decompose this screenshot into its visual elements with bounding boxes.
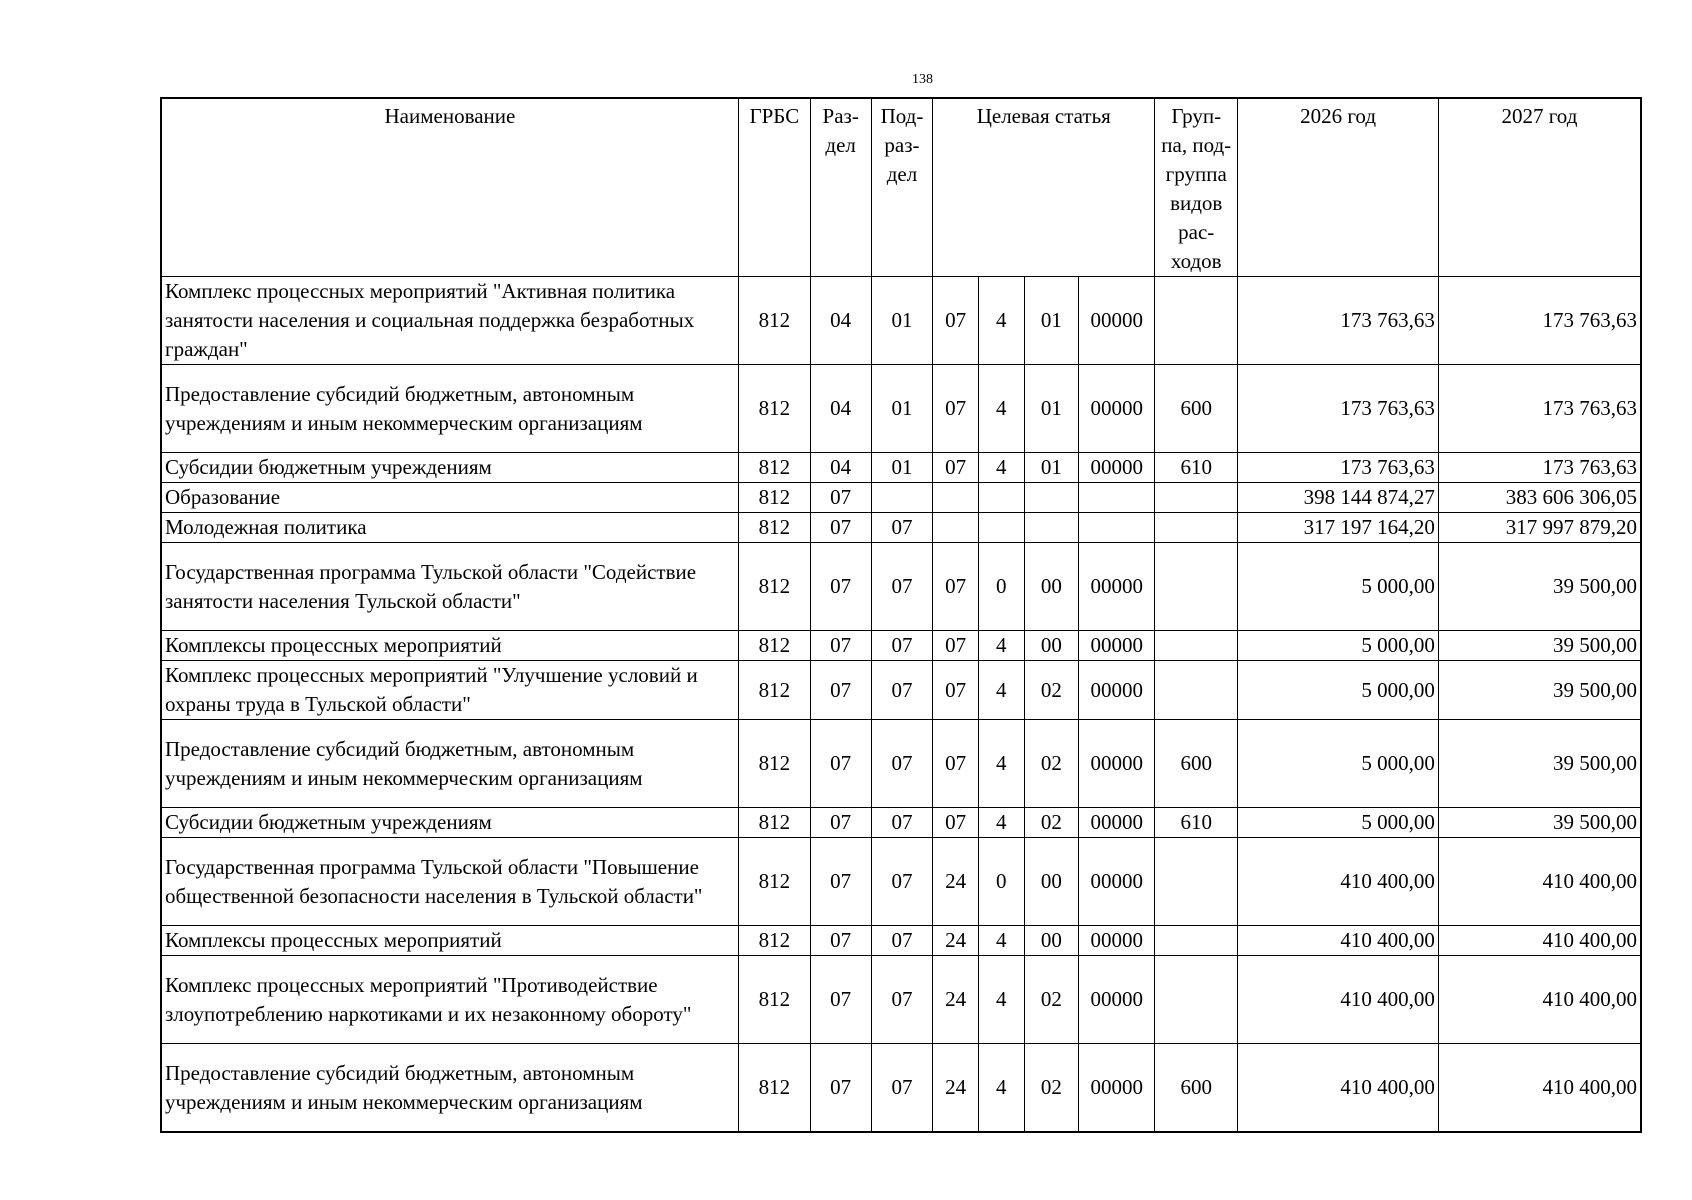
table-row bbox=[161, 838, 1641, 926]
row-target-program: 07 bbox=[933, 365, 979, 453]
row-amount-2026: 317 197 164,20 bbox=[1238, 513, 1439, 543]
table-row bbox=[161, 483, 1641, 513]
row-target-type: 4 bbox=[978, 365, 1024, 453]
row-target-complex: 02 bbox=[1024, 661, 1079, 720]
row-expense-group: 610 bbox=[1155, 453, 1238, 483]
row-target-complex: 00 bbox=[1024, 926, 1079, 956]
row-amount-2027: 39 500,00 bbox=[1438, 720, 1641, 808]
row-target-direction: 00000 bbox=[1079, 277, 1155, 365]
header-year-2027: 2027 год bbox=[1438, 98, 1641, 277]
row-target-type: 4 bbox=[978, 720, 1024, 808]
row-target-direction: 00000 bbox=[1079, 808, 1155, 838]
row-subsection: 07 bbox=[871, 720, 933, 808]
row-section: 04 bbox=[810, 453, 871, 483]
row-amount-2026: 5 000,00 bbox=[1238, 720, 1439, 808]
row-target-direction: 00000 bbox=[1079, 956, 1155, 1044]
row-grbs: 812 bbox=[738, 365, 810, 453]
table-row bbox=[161, 1044, 1641, 1133]
row-expense-group: 600 bbox=[1155, 365, 1238, 453]
row-grbs: 812 bbox=[738, 808, 810, 838]
row-amount-2026: 5 000,00 bbox=[1238, 661, 1439, 720]
table-row bbox=[161, 720, 1641, 808]
row-section: 07 bbox=[810, 631, 871, 661]
row-amount-2026: 5 000,00 bbox=[1238, 631, 1439, 661]
row-name: Предоставление субсидий бюджетным, автономным учреждениям и иным некоммерческим организациям bbox=[161, 1044, 738, 1133]
row-target-program: 24 bbox=[933, 1044, 979, 1133]
row-subsection: 07 bbox=[871, 956, 933, 1044]
row-amount-2027: 410 400,00 bbox=[1438, 838, 1641, 926]
row-name: Комплексы процессных мероприятий bbox=[161, 926, 738, 956]
row-grbs: 812 bbox=[738, 453, 810, 483]
row-target-type: 4 bbox=[978, 277, 1024, 365]
row-amount-2026: 173 763,63 bbox=[1238, 365, 1439, 453]
row-subsection: 07 bbox=[871, 926, 933, 956]
row-subsection: 07 bbox=[871, 661, 933, 720]
row-target-complex bbox=[1024, 483, 1079, 513]
row-grbs: 812 bbox=[738, 720, 810, 808]
row-target-direction: 00000 bbox=[1079, 1044, 1155, 1133]
row-amount-2026: 5 000,00 bbox=[1238, 808, 1439, 838]
row-target-complex: 01 bbox=[1024, 277, 1079, 365]
row-subsection: 01 bbox=[871, 453, 933, 483]
row-target-complex: 01 bbox=[1024, 453, 1079, 483]
row-target-type: 4 bbox=[978, 631, 1024, 661]
header-subsection: Под- раз- дел bbox=[871, 98, 933, 277]
row-target-direction bbox=[1079, 483, 1155, 513]
table-row bbox=[161, 926, 1641, 956]
row-target-complex bbox=[1024, 513, 1079, 543]
row-target-type: 4 bbox=[978, 1044, 1024, 1133]
row-expense-group bbox=[1155, 838, 1238, 926]
row-target-program: 07 bbox=[933, 720, 979, 808]
row-subsection: 07 bbox=[871, 543, 933, 631]
row-target-program: 07 bbox=[933, 661, 979, 720]
row-target-type: 0 bbox=[978, 838, 1024, 926]
budget-table bbox=[160, 97, 1642, 1133]
row-target-complex: 00 bbox=[1024, 631, 1079, 661]
row-name: Предоставление субсидий бюджетным, автономным учреждениям и иным некоммерческим организациям bbox=[161, 720, 738, 808]
row-grbs: 812 bbox=[738, 838, 810, 926]
row-amount-2027: 39 500,00 bbox=[1438, 631, 1641, 661]
row-target-type: 0 bbox=[978, 543, 1024, 631]
row-amount-2026: 398 144 874,27 bbox=[1238, 483, 1439, 513]
row-subsection: 07 bbox=[871, 1044, 933, 1133]
row-amount-2027: 39 500,00 bbox=[1438, 543, 1641, 631]
row-expense-group bbox=[1155, 277, 1238, 365]
row-target-program: 07 bbox=[933, 808, 979, 838]
row-amount-2027: 317 997 879,20 bbox=[1438, 513, 1641, 543]
row-grbs: 812 bbox=[738, 277, 810, 365]
table-row bbox=[161, 513, 1641, 543]
row-name: Комплекс процессных мероприятий "Улучшение условий и охраны труда в Тульской области" bbox=[161, 661, 738, 720]
table-row bbox=[161, 543, 1641, 631]
row-subsection: 01 bbox=[871, 277, 933, 365]
row-target-program: 24 bbox=[933, 838, 979, 926]
row-target-direction: 00000 bbox=[1079, 838, 1155, 926]
row-amount-2026: 410 400,00 bbox=[1238, 1044, 1439, 1133]
row-section: 07 bbox=[810, 838, 871, 926]
header-section: Раз- дел bbox=[810, 98, 871, 277]
row-subsection: 07 bbox=[871, 631, 933, 661]
row-target-type bbox=[978, 483, 1024, 513]
row-target-direction: 00000 bbox=[1079, 926, 1155, 956]
header-expense-group: Груп- па, под- группа видов рас- ходов bbox=[1155, 98, 1238, 277]
row-name: Государственная программа Тульской области "Содействие занятости населения Тульской области" bbox=[161, 543, 738, 631]
header-name: Наименование bbox=[161, 98, 738, 277]
row-grbs: 812 bbox=[738, 926, 810, 956]
row-amount-2026: 5 000,00 bbox=[1238, 543, 1439, 631]
row-target-direction: 00000 bbox=[1079, 631, 1155, 661]
row-grbs: 812 bbox=[738, 631, 810, 661]
row-target-complex: 01 bbox=[1024, 365, 1079, 453]
row-amount-2026: 173 763,63 bbox=[1238, 453, 1439, 483]
row-target-complex: 02 bbox=[1024, 956, 1079, 1044]
row-section: 07 bbox=[810, 661, 871, 720]
row-amount-2027: 383 606 306,05 bbox=[1438, 483, 1641, 513]
row-grbs: 812 bbox=[738, 1044, 810, 1133]
row-target-program bbox=[933, 483, 979, 513]
row-subsection: 07 bbox=[871, 838, 933, 926]
row-section: 04 bbox=[810, 365, 871, 453]
row-subsection bbox=[871, 483, 933, 513]
header-grbs: ГРБС bbox=[738, 98, 810, 277]
row-target-program: 07 bbox=[933, 631, 979, 661]
row-name: Государственная программа Тульской области "Повышение общественной безопасности населения в Тульской области" bbox=[161, 838, 738, 926]
row-amount-2026: 173 763,63 bbox=[1238, 277, 1439, 365]
row-target-program: 07 bbox=[933, 543, 979, 631]
row-name: Образование bbox=[161, 483, 738, 513]
row-expense-group: 600 bbox=[1155, 1044, 1238, 1133]
row-amount-2026: 410 400,00 bbox=[1238, 838, 1439, 926]
row-target-complex: 02 bbox=[1024, 720, 1079, 808]
row-expense-group bbox=[1155, 513, 1238, 543]
row-subsection: 01 bbox=[871, 365, 933, 453]
row-name: Предоставление субсидий бюджетным, автономным учреждениям и иным некоммерческим организациям bbox=[161, 365, 738, 453]
row-target-type: 4 bbox=[978, 926, 1024, 956]
row-amount-2027: 173 763,63 bbox=[1438, 365, 1641, 453]
row-target-type: 4 bbox=[978, 956, 1024, 1044]
row-amount-2027: 173 763,63 bbox=[1438, 277, 1641, 365]
row-amount-2026: 410 400,00 bbox=[1238, 956, 1439, 1044]
page-number: 138 bbox=[912, 72, 933, 87]
row-section: 07 bbox=[810, 543, 871, 631]
row-target-type: 4 bbox=[978, 808, 1024, 838]
row-expense-group bbox=[1155, 661, 1238, 720]
row-grbs: 812 bbox=[738, 661, 810, 720]
row-name: Субсидии бюджетным учреждениям bbox=[161, 808, 738, 838]
row-name: Комплекс процессных мероприятий "Активная политика занятости населения и социальная поддержка безработных граждан" bbox=[161, 277, 738, 365]
row-section: 07 bbox=[810, 926, 871, 956]
row-target-direction: 00000 bbox=[1079, 661, 1155, 720]
row-target-direction bbox=[1079, 513, 1155, 543]
header-row bbox=[161, 98, 1641, 277]
row-target-program: 24 bbox=[933, 956, 979, 1044]
row-grbs: 812 bbox=[738, 956, 810, 1044]
row-amount-2027: 410 400,00 bbox=[1438, 1044, 1641, 1133]
row-grbs: 812 bbox=[738, 513, 810, 543]
row-amount-2027: 410 400,00 bbox=[1438, 926, 1641, 956]
row-section: 07 bbox=[810, 1044, 871, 1133]
row-target-complex: 02 bbox=[1024, 808, 1079, 838]
row-section: 04 bbox=[810, 277, 871, 365]
table-row bbox=[161, 956, 1641, 1044]
row-target-program: 07 bbox=[933, 453, 979, 483]
row-target-type: 4 bbox=[978, 661, 1024, 720]
row-target-type bbox=[978, 513, 1024, 543]
row-amount-2027: 39 500,00 bbox=[1438, 661, 1641, 720]
row-expense-group bbox=[1155, 631, 1238, 661]
row-expense-group bbox=[1155, 543, 1238, 631]
row-grbs: 812 bbox=[738, 483, 810, 513]
row-amount-2027: 173 763,63 bbox=[1438, 453, 1641, 483]
row-name: Молодежная политика bbox=[161, 513, 738, 543]
row-target-direction: 00000 bbox=[1079, 543, 1155, 631]
row-expense-group bbox=[1155, 956, 1238, 1044]
row-target-program: 24 bbox=[933, 926, 979, 956]
row-expense-group: 600 bbox=[1155, 720, 1238, 808]
row-section: 07 bbox=[810, 513, 871, 543]
row-name: Комплекс процессных мероприятий "Противодействие злоупотреблению наркотиками и их незаконному обороту" bbox=[161, 956, 738, 1044]
table-row bbox=[161, 808, 1641, 838]
row-target-complex: 00 bbox=[1024, 838, 1079, 926]
row-target-complex: 00 bbox=[1024, 543, 1079, 631]
row-section: 07 bbox=[810, 956, 871, 1044]
row-target-program bbox=[933, 513, 979, 543]
row-amount-2027: 410 400,00 bbox=[1438, 956, 1641, 1044]
table-row bbox=[161, 631, 1641, 661]
table-row bbox=[161, 365, 1641, 453]
row-expense-group bbox=[1155, 926, 1238, 956]
row-target-complex: 02 bbox=[1024, 1044, 1079, 1133]
table-row bbox=[161, 277, 1641, 365]
row-section: 07 bbox=[810, 808, 871, 838]
header-target-article: Целевая статья bbox=[933, 98, 1155, 277]
row-expense-group: 610 bbox=[1155, 808, 1238, 838]
row-subsection: 07 bbox=[871, 808, 933, 838]
row-target-direction: 00000 bbox=[1079, 453, 1155, 483]
row-subsection: 07 bbox=[871, 513, 933, 543]
row-target-program: 07 bbox=[933, 277, 979, 365]
row-section: 07 bbox=[810, 483, 871, 513]
header-year-2026: 2026 год bbox=[1238, 98, 1439, 277]
row-expense-group bbox=[1155, 483, 1238, 513]
row-target-direction: 00000 bbox=[1079, 720, 1155, 808]
row-amount-2027: 39 500,00 bbox=[1438, 808, 1641, 838]
row-name: Комплексы процессных мероприятий bbox=[161, 631, 738, 661]
table-row bbox=[161, 661, 1641, 720]
row-name: Субсидии бюджетным учреждениям bbox=[161, 453, 738, 483]
row-target-type: 4 bbox=[978, 453, 1024, 483]
row-section: 07 bbox=[810, 720, 871, 808]
row-amount-2026: 410 400,00 bbox=[1238, 926, 1439, 956]
table-row bbox=[161, 453, 1641, 483]
row-grbs: 812 bbox=[738, 543, 810, 631]
row-target-direction: 00000 bbox=[1079, 365, 1155, 453]
